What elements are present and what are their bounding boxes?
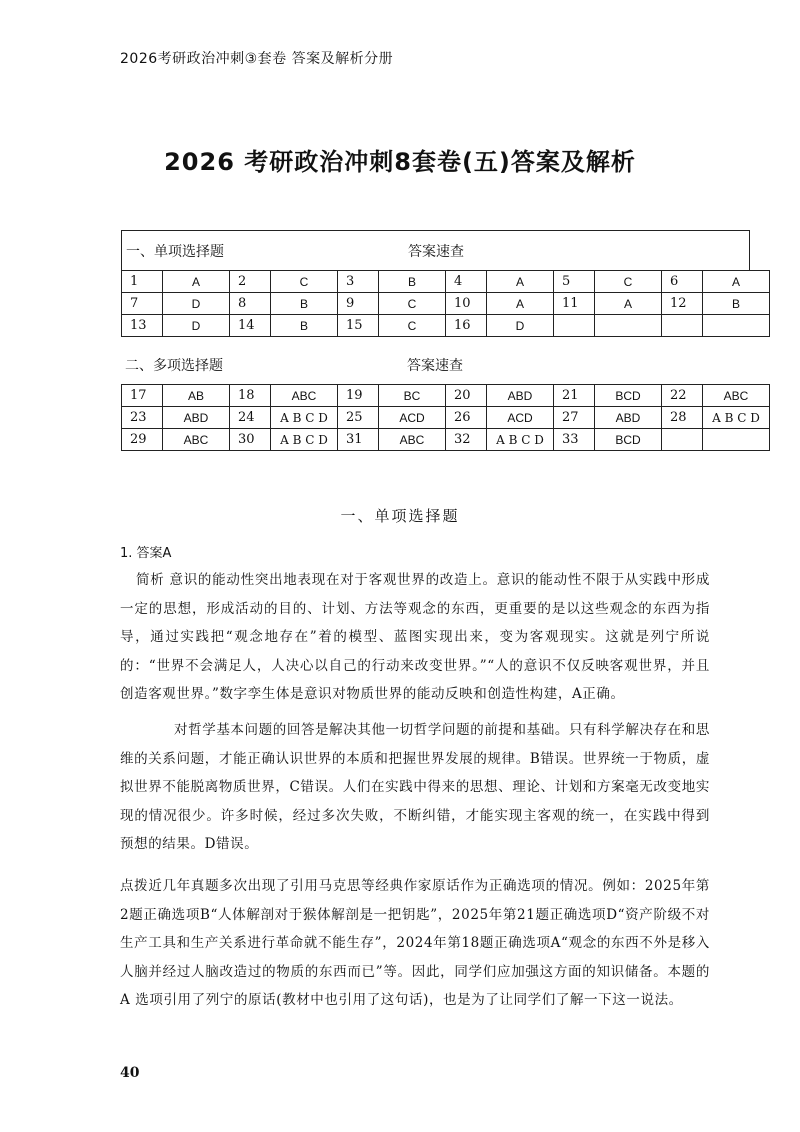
question-number: 30 — [230, 429, 271, 451]
single-choice-caption — [121, 230, 750, 270]
answer-value: A B C D — [487, 429, 554, 451]
answer-value: A B C D — [271, 429, 338, 451]
question-number: 27 — [554, 407, 595, 429]
answer-value: B — [271, 293, 338, 315]
multi-choice-label: 二、多项选择题 — [125, 358, 223, 374]
question-number: 3 — [338, 271, 379, 293]
answer-value: C — [379, 293, 446, 315]
question-1-heading: 1. 答案A — [120, 546, 172, 561]
answer-value: AB — [163, 385, 230, 407]
question-number: 26 — [446, 407, 487, 429]
question-number: 17 — [122, 385, 163, 407]
answer-value: B — [703, 293, 770, 315]
answer-value: D — [163, 315, 230, 337]
multi-choice-caption — [121, 345, 750, 385]
question-number: 22 — [662, 385, 703, 407]
answer-value: D — [163, 293, 230, 315]
multi-choice-answer-table — [121, 384, 770, 451]
answer-value: ABD — [487, 385, 554, 407]
question-number — [554, 315, 595, 337]
answer-value: A B C D — [271, 407, 338, 429]
analysis-text: 简析 意识的能动性突出地表现在对于客观世界的改造上。意识的能动性不限于从实践中形成一定的思想，形成活动的目的、计划、方法等观念的东西，更重要的是以这些观念的东西为指导，通过实践把“观念地存在”着的模型、蓝图实现出来，变为客观现实。这就是列宁所说的：“世界不会满足人，人决心以自己的行动来改变世界。”“人的意识不仅反映客观世界，并且创造客观世界。”数字孪生体是意识对物质世界的能动反映和创造性构建，A正确。 — [120, 572, 710, 702]
answer-value: D — [487, 315, 554, 337]
answer-value: ACD — [379, 407, 446, 429]
answer-value — [595, 315, 662, 337]
question-number: 11 — [554, 293, 595, 315]
question-number: 21 — [554, 385, 595, 407]
question-number: 28 — [662, 407, 703, 429]
answer-value: C — [379, 315, 446, 337]
answer-value: C — [271, 271, 338, 293]
answer-row — [122, 429, 770, 451]
question-number: 33 — [554, 429, 595, 451]
answer-value: A — [163, 271, 230, 293]
answer-value: BCD — [595, 385, 662, 407]
question-number: 15 — [338, 315, 379, 337]
question-number: 32 — [446, 429, 487, 451]
question-number: 31 — [338, 429, 379, 451]
question-1-analysis — [120, 566, 710, 709]
question-number: 8 — [230, 293, 271, 315]
question-number: 23 — [122, 407, 163, 429]
question-number: 10 — [446, 293, 487, 315]
answer-value: ABC — [379, 429, 446, 451]
answer-row — [122, 407, 770, 429]
answer-row — [122, 271, 770, 293]
single-choice-answer-table — [121, 270, 770, 337]
answer-row — [122, 315, 770, 337]
answer-value — [703, 315, 770, 337]
answer-value: A B C D — [703, 407, 770, 429]
question-number: 20 — [446, 385, 487, 407]
page-number: 40 — [120, 1065, 140, 1081]
question-number: 1 — [122, 271, 163, 293]
answer-value: A — [487, 293, 554, 315]
question-number: 12 — [662, 293, 703, 315]
question-number: 24 — [230, 407, 271, 429]
answer-value: B — [379, 271, 446, 293]
question-number — [662, 429, 703, 451]
question-number: 25 — [338, 407, 379, 429]
section-heading: 一、单项选择题 — [340, 507, 460, 525]
answer-value: ABC — [163, 429, 230, 451]
question-number: 16 — [446, 315, 487, 337]
answer-value: ABD — [163, 407, 230, 429]
question-number: 18 — [230, 385, 271, 407]
answer-row — [122, 293, 770, 315]
question-number: 4 — [446, 271, 487, 293]
answer-value: ABD — [595, 407, 662, 429]
question-number: 13 — [122, 315, 163, 337]
question-1-analysis-continued: 对哲学基本问题的回答是解决其他一切哲学问题的前提和基础。只有科学解决存在和思维的关系问题，才能正确认识世界的本质和把握世界发展的规律。B错误。世界统一于物质，虚拟世界不能脱离物质世界，C错误。人们在实践中得来的思想、理论、计划和方案毫无改变地实现的情况很少。许多时候，经过多次失败，不断纠错，才能实现主客观的统一，在实践中得到预想的结果。D错误。 — [120, 722, 710, 852]
answer-value: ACD — [487, 407, 554, 429]
answer-value: A — [595, 293, 662, 315]
multi-choice-caption-text: 答案速查 — [407, 358, 463, 374]
question-number: 7 — [122, 293, 163, 315]
question-number: 9 — [338, 293, 379, 315]
single-choice-label: 一、单项选择题 — [126, 244, 224, 260]
document-title: 2026 考研政治冲刺8套卷(五)答案及解析 — [164, 148, 636, 176]
answer-value: ABC — [703, 385, 770, 407]
running-header: 2026考研政治冲刺③套卷 答案及解析分册 — [120, 51, 394, 67]
answer-value: ABC — [271, 385, 338, 407]
answer-value: A — [487, 271, 554, 293]
question-number — [662, 315, 703, 337]
answer-value: BC — [379, 385, 446, 407]
question-number: 29 — [122, 429, 163, 451]
single-choice-caption-text: 答案速查 — [408, 244, 464, 260]
question-number: 14 — [230, 315, 271, 337]
answer-value: A — [703, 271, 770, 293]
question-number: 19 — [338, 385, 379, 407]
question-1-tip: 点拨近几年真题多次出现了引用马克思等经典作家原话作为正确选项的情况。例如：2025年第2题正确选项B“人体解剖对于猴体解剖是一把钥匙”，2025年第21题正确选项D“资产阶级不对生产工具和生产关系进行革命就不能生存”，2024年第18题正确选项A“观念的东西不外是移入人脑并经过人脑改造过的物质的东西而已”等。因此，同学们应加强这方面的知识储备。本题的A 选项引用了列宁的原话(教材中也引用了这句话)，也是为了让同学们了解一下这一说法。 — [120, 878, 710, 1008]
question-number: 5 — [554, 271, 595, 293]
answer-value: B — [271, 315, 338, 337]
answer-value: C — [595, 271, 662, 293]
answer-row — [122, 385, 770, 407]
answer-value — [703, 429, 770, 451]
question-number: 6 — [662, 271, 703, 293]
answer-value: BCD — [595, 429, 662, 451]
question-number: 2 — [230, 271, 271, 293]
